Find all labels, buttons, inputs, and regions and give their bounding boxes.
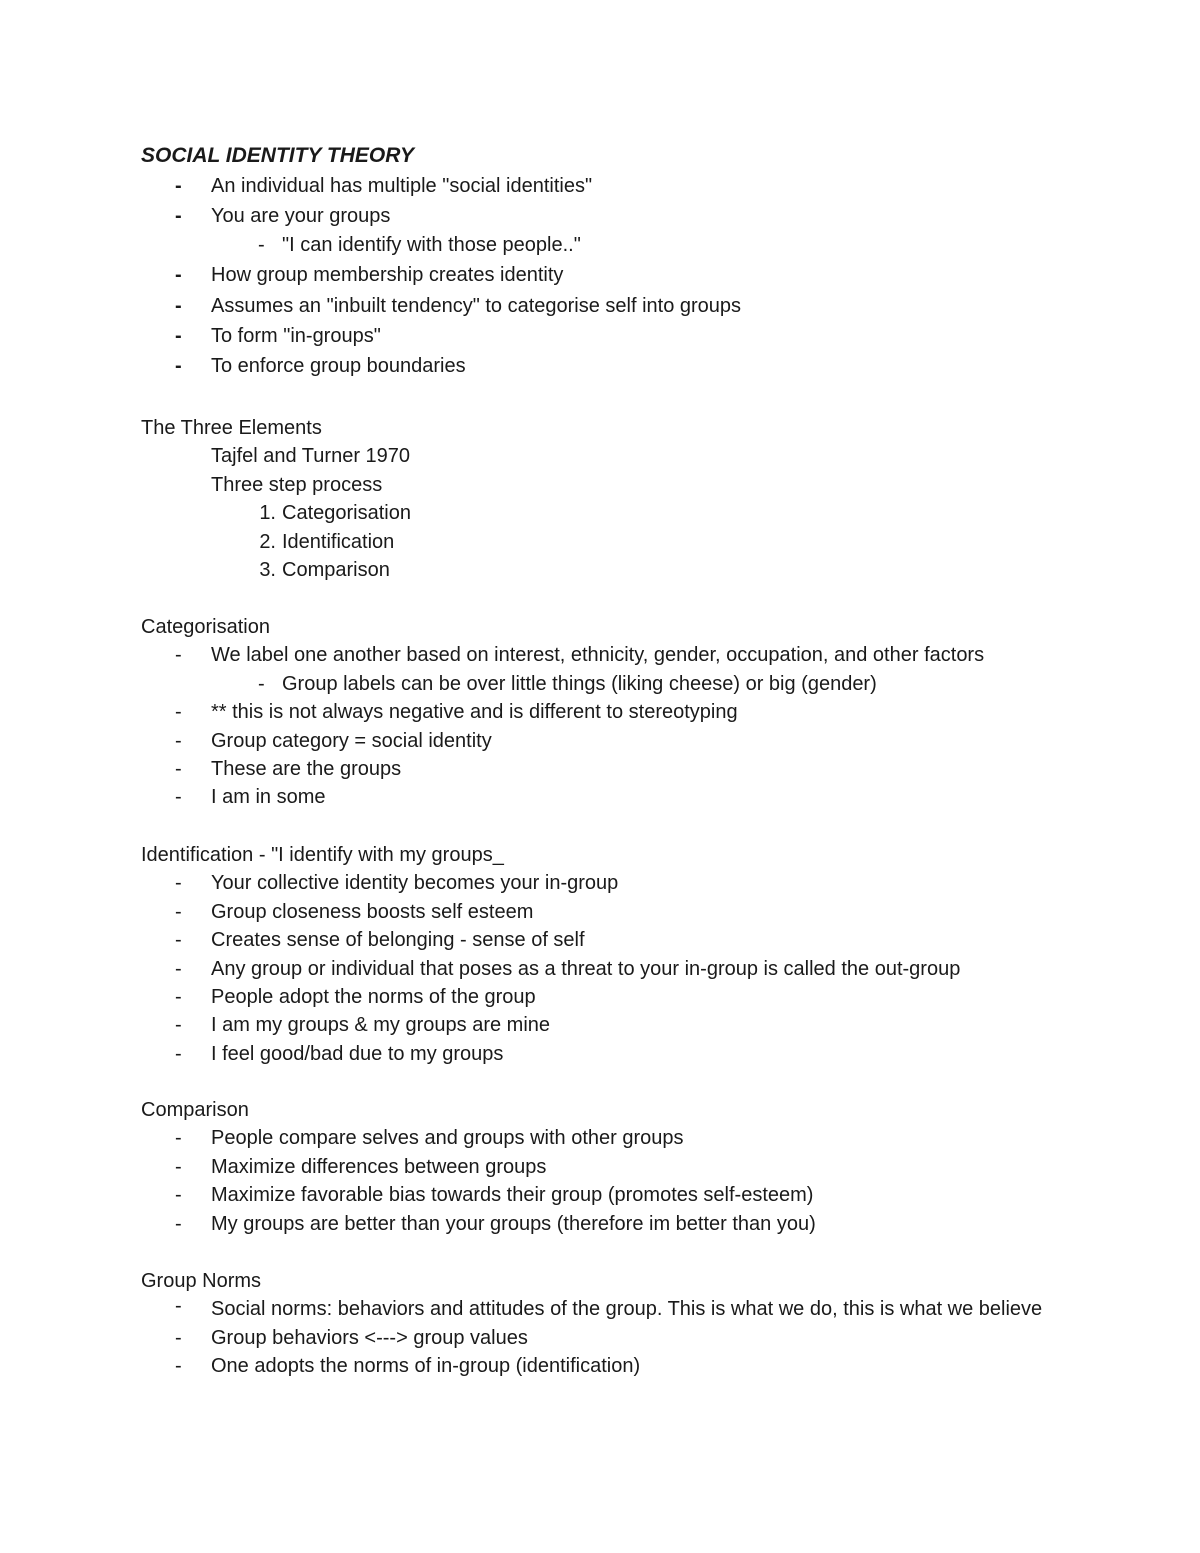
list-item: - Group behaviors <---> group values [175, 1326, 528, 1349]
list-item: - Your collective identity becomes your in-group [175, 872, 619, 895]
list-item: - We label one another based on interest, ethnicity, gender, occupation, and other factors [175, 644, 985, 667]
list-item: - I am in some [175, 786, 326, 809]
list-item: - People compare selves and groups with other groups [175, 1127, 684, 1150]
list-item: - An individual has multiple "social identities" [175, 175, 593, 197]
list-item: - These are the groups [175, 757, 402, 780]
section-identification [141, 841, 1101, 1068]
section-heading: Comparison [141, 1099, 249, 1121]
list-item-nested: - Group labels can be over little things (liking cheese) or big (gender) [258, 672, 877, 695]
section-social-identity-theory [141, 140, 1101, 381]
list-item: - I am my groups & my groups are mine [175, 1014, 551, 1037]
list-item: - Group closeness boosts self esteem [175, 900, 534, 923]
list-item: - One adopts the norms of in-group (identification) [175, 1355, 641, 1378]
section-heading: Identification - "I identify with my groups_ [141, 844, 504, 866]
list-item: - My groups are better than your groups (therefore im better than you) [175, 1212, 816, 1235]
section-heading: Categorisation [141, 616, 270, 638]
section-group-norms [141, 1267, 1101, 1381]
numbered-item: 1. Categorisation [259, 502, 411, 525]
list-item: - ** this is not always negative and is different to stereotyping [175, 701, 738, 724]
list-item: - You are your groups [175, 205, 391, 228]
list-item: - I feel good/bad due to my groups [175, 1042, 504, 1065]
numbered-item: 2. Identification [259, 530, 395, 553]
list-item: - Any group or individual that poses as a threat to your in-group is called the out-group [175, 957, 961, 980]
list-item: - To enforce group boundaries [175, 355, 466, 378]
process-line: Three step process [211, 473, 383, 496]
list-item: - Assumes an "inbuilt tendency" to categorise self into groups [175, 294, 742, 317]
authors-line: Tajfel and Turner 1970 [211, 445, 411, 468]
list-item: - Maximize favorable bias towards their group (promotes self-esteem) [175, 1184, 814, 1207]
numbered-item: 3. Comparison [259, 558, 390, 581]
list-item: - Creates sense of belonging - sense of self [175, 929, 585, 952]
list-item: - People adopt the norms of the group [175, 985, 536, 1008]
list-item: - How group membership creates identity [175, 264, 564, 287]
section-heading: The Three Elements [141, 417, 322, 439]
section-categorisation [141, 613, 1101, 812]
list-item: - To form "in-groups" [175, 324, 381, 347]
list-item: - Group category = social identity [175, 729, 492, 752]
document-title: SOCIAL IDENTITY THEORY [141, 144, 415, 167]
list-item: - Maximize differences between groups [175, 1155, 547, 1178]
section-three-elements [141, 414, 1101, 584]
list-item-nested: - "I can identify with those people.." [258, 233, 581, 256]
list-item: - Social norms: behaviors and attitudes of the group. This is what we do, this is what we believe [175, 1295, 1043, 1321]
section-comparison [141, 1096, 1101, 1238]
section-heading: Group Norms [141, 1270, 262, 1292]
